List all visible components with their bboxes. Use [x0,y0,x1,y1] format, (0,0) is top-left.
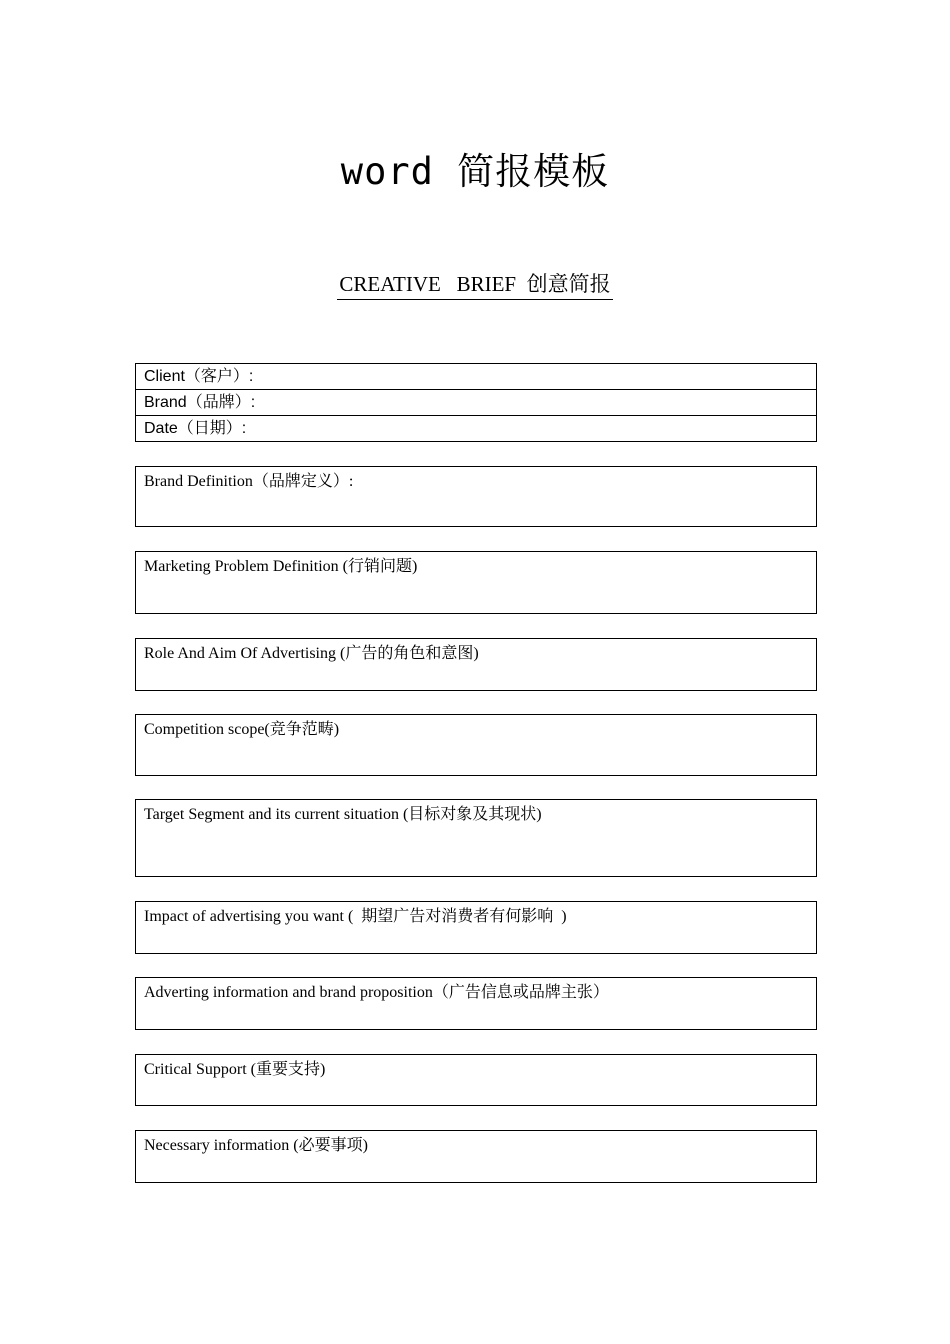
target-segment-label: Target Segment and its current situation (目标对象及其现状) [144,806,542,823]
brand-definition-box[interactable] [135,466,817,527]
brand-proposition-label: Adverting information and brand proposition（广告信息或品牌主张） [144,984,609,1001]
advertising-impact-box[interactable] [135,901,817,954]
document-title: word 简报模板 [340,150,610,193]
marketing-problem-label: Marketing Problem Definition (行销问题) [144,558,418,575]
critical-support-box[interactable] [135,1054,817,1106]
brand-proposition-box[interactable] [135,977,817,1030]
necessary-information-box[interactable] [135,1130,817,1183]
marketing-problem-box[interactable] [135,551,817,614]
client-field[interactable]: Client（客户）: [136,364,816,390]
brand-definition-label: Brand Definition（品牌定义）: [144,473,354,490]
advertising-role-box[interactable] [135,638,817,691]
advertising-role-label: Role And Aim Of Advertising (广告的角色和意图) [144,645,479,662]
target-segment-box[interactable] [135,799,817,877]
necessary-information-label: Necessary information (必要事项) [144,1137,368,1154]
brief-heading-container [0,270,950,300]
advertising-impact-label: Impact of advertising you want ( 期望广告对消费者有何影响 ) [144,908,567,925]
client-info-table [135,363,817,442]
date-field[interactable]: Date（日期）: [144,420,247,437]
brand-field[interactable]: Brand（品牌）: [136,390,816,416]
competition-scope-label: Competition scope(竞争范畴) [144,721,340,738]
competition-scope-box[interactable] [135,714,817,776]
critical-support-label: Critical Support (重要支持) [144,1061,326,1078]
brief-heading: CREATIVE BRIEF 创意简报 [337,270,612,300]
